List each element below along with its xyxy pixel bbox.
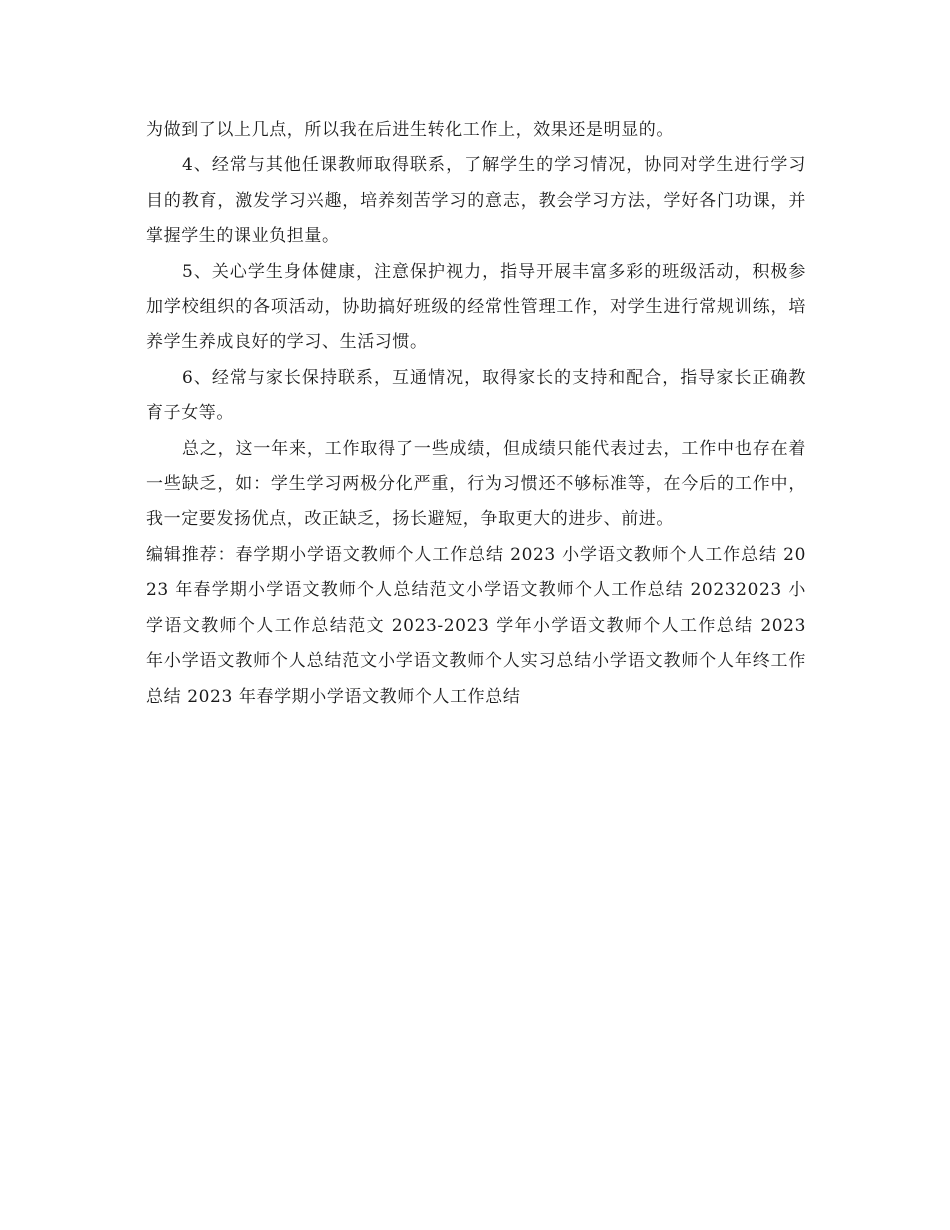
paragraph-item-5: 5、关心学生身体健康，注意保护视力，指导开展丰富多彩的班级活动，积极参加学校组织的各项活动，协助搞好班级的经常性管理工作，对学生进行常规训练，培养学生养成良好的学习、生活习惯。: [146, 261, 806, 353]
document-body: [146, 113, 806, 715]
paragraph-item-4: 4、经常与其他任课教师取得联系，了解学生的学习情况，协同对学生进行学习目的教育，激发学习兴趣，培养刻苦学习的意志，教会学习方法，学好各门功课，并掌握学生的课业负担量。: [146, 155, 806, 247]
editor-recommendation: 编辑推荐：春学期小学语文教师个人工作总结 2023 小学语文教师个人工作总结 2023 年春学期小学语文教师个人总结范文小学语文教师个人工作总结 20232023 小学语文教师个人工作总结范文 2023-2023 学年小学语文教师个人工作总结 2023 年小学语文教师个人总结范文小学语文教师个人实习总结小学语文教师个人年终工作总结 2023 年春学期小学语文教师个人工作总结: [146, 544, 806, 707]
paragraph-summary: 总之，这一年来，工作取得了一些成绩，但成绩只能代表过去，工作中也存在着一些缺乏，如：学生学习两极分化严重，行为习惯还不够标准等，在今后的工作中，我一定要发扬优点，改正缺乏，扬长避短，争取更大的进步、前进。: [146, 438, 806, 530]
paragraph-item-6: 6、经常与家长保持联系，互通情况，取得家长的支持和配合，指导家长正确教育子女等。: [146, 367, 806, 424]
paragraph-continuation: 为做到了以上几点，所以我在后进生转化工作上，效果还是明显的。: [146, 120, 674, 140]
